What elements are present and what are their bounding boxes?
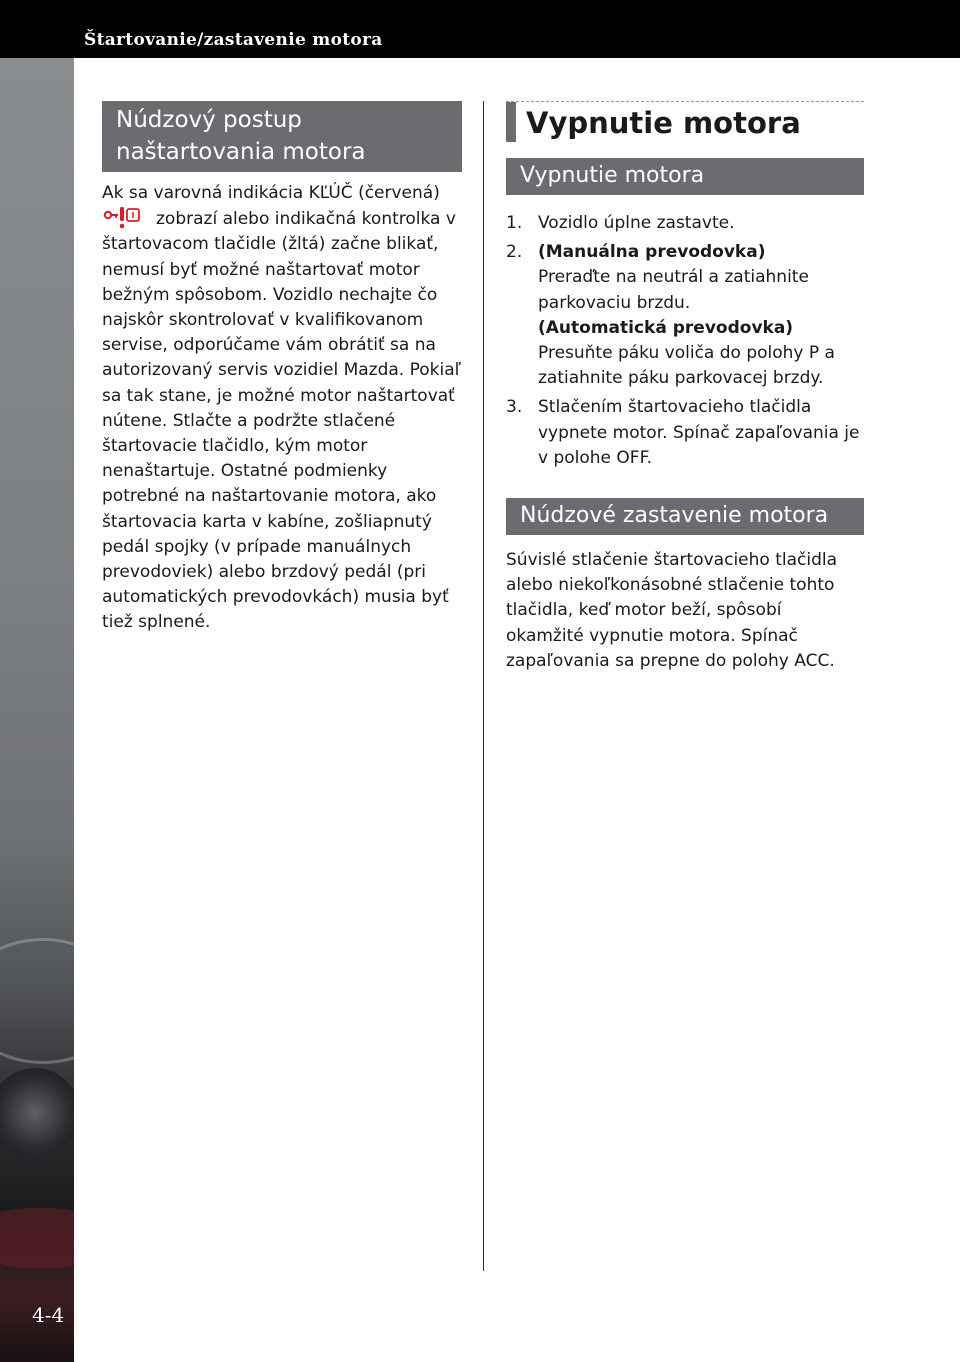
paragraph-body: zobrazí alebo indikačná kontrolka v štartovacom tlačidle (žltá) začne blikať, nemusí byť možné naštartovať motor bežným spôsobom. Vozidlo nechajte čo najskôr skontrolovať v kvalifikovanom servise, odporúčame vám obrátiť sa na autorizovaný servis vozidiel Mazda. Pokiaľ sa tak stane, je možné motor naštartovať nútene. Stlačte a podržte stlačené štartovacie tlačidlo, kým motor nenaštartuje. Ostatné podmienky potrebné na naštartovanie motora, ako štartovacia karta v kabíne, zošliapnutý pedál spojky (v prípade manuálnych prevodoviek) alebo brzdový pedál (pri automatických prevodovkách) musia byť tiež splnené. bbox=[102, 209, 462, 633]
page-number: 4-4 bbox=[32, 1303, 65, 1327]
seat-shape bbox=[0, 1208, 74, 1268]
automatic-text: Presuňte páku voliča do polohy P a zatiahnite páku parkovacej brzdy. bbox=[538, 343, 835, 389]
title-accent-bar bbox=[506, 102, 516, 142]
emergency-start-paragraph bbox=[102, 181, 462, 636]
step-text: Vozidlo úplne zastavte. bbox=[538, 213, 735, 233]
page-header-title: Štartovanie/zastavenie motora bbox=[84, 30, 383, 50]
step-content bbox=[538, 240, 864, 391]
step-number: 1. bbox=[506, 213, 523, 233]
automatic-label: (Automatická prevodovka) bbox=[538, 317, 794, 338]
step-text: Stlačením štartovacieho tlačidla vypnete motor. Spínač zapaľovania je v polohe OFF. bbox=[538, 397, 860, 468]
stop-steps-list bbox=[506, 211, 864, 471]
section-title bbox=[506, 101, 864, 146]
emergency-stop-paragraph: Súvislé stlačenie štartovacieho tlačidla alebo niekoľkonásobné stlačenie tohto tlačidla, keď motor beží, spôsobí okamžité vypnutie motora. Spínač zapaľovania sa prepne do polohy ACC. bbox=[506, 550, 838, 671]
paragraph-lead: Ak sa varovná indikácia KĽÚČ (červená) bbox=[102, 183, 440, 203]
step-item bbox=[506, 240, 864, 391]
gauge-shape bbox=[0, 1068, 74, 1158]
step-number: 3. bbox=[506, 397, 523, 418]
heading-line-1: Núdzový postup bbox=[116, 107, 302, 133]
left-column bbox=[102, 101, 462, 636]
heading-line-2: naštartovania motora bbox=[116, 139, 366, 165]
stop-engine-heading: Vypnutie motora bbox=[506, 158, 864, 195]
column-divider bbox=[483, 101, 484, 1271]
step-item bbox=[506, 395, 864, 471]
step-item bbox=[506, 211, 864, 236]
step-number: 2. bbox=[506, 242, 523, 263]
key-warning-icon bbox=[102, 206, 154, 228]
right-column bbox=[506, 101, 864, 674]
manual-label: (Manuálna prevodovka) bbox=[538, 242, 766, 263]
steering-wheel-shape bbox=[0, 938, 74, 1064]
emergency-stop-heading: Núdzové zastavenie motora bbox=[506, 498, 864, 535]
manual-text: Preraďte na neutrál a zatiahnite parkovaciu brzdu. bbox=[538, 267, 809, 313]
emergency-start-heading bbox=[102, 101, 462, 172]
side-thumb-image bbox=[0, 58, 74, 1362]
section-title-text: Vypnutie motora bbox=[526, 106, 801, 140]
header-bar bbox=[0, 0, 960, 58]
